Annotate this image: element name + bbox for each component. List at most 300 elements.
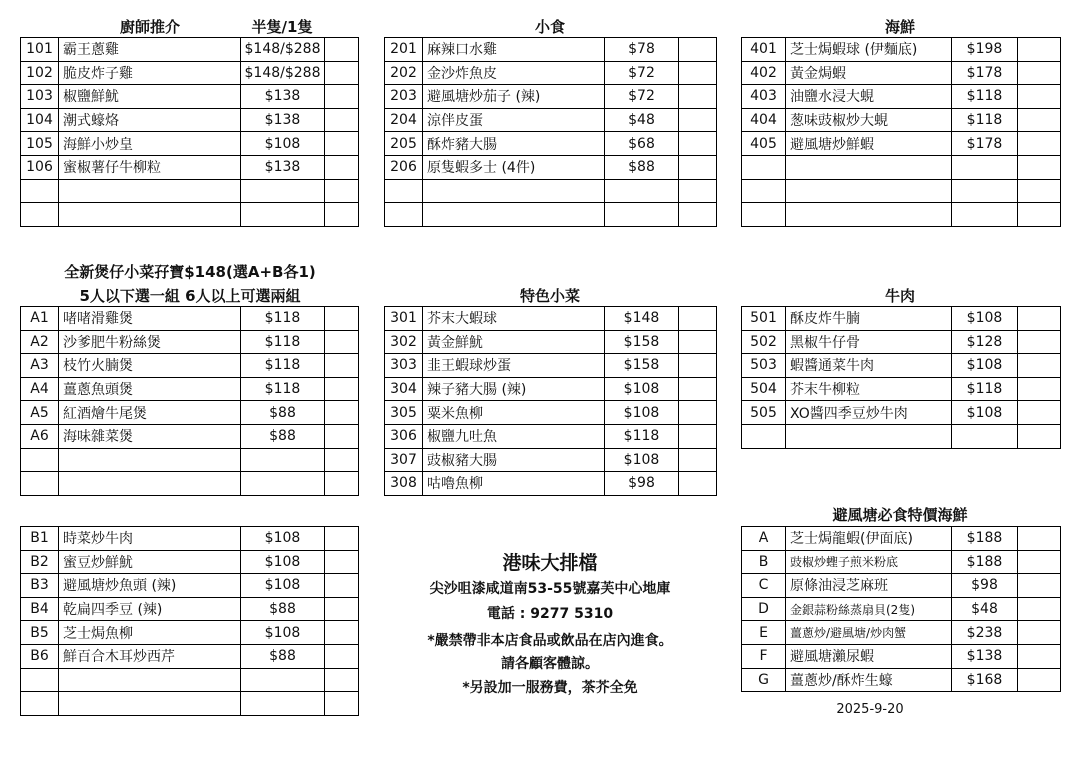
item-price: $178 bbox=[952, 61, 1018, 85]
item-code bbox=[21, 448, 59, 472]
blank-cell bbox=[679, 108, 717, 132]
blank-cell bbox=[1018, 108, 1061, 132]
item-code: B6 bbox=[21, 644, 59, 668]
table-row bbox=[385, 448, 717, 472]
blank-cell bbox=[1018, 155, 1061, 179]
table-row bbox=[21, 330, 359, 354]
table-row bbox=[385, 179, 717, 203]
item-code: B2 bbox=[21, 550, 59, 574]
blank-cell bbox=[325, 597, 359, 621]
item-name: 黃金焗蝦 bbox=[786, 61, 952, 85]
item-name: 葱味豉椒炒大蜆 bbox=[786, 108, 952, 132]
table-row bbox=[385, 401, 717, 425]
item-price: $72 bbox=[605, 61, 679, 85]
item-code: G bbox=[742, 668, 786, 692]
item-code: 504 bbox=[742, 377, 786, 401]
item-name bbox=[786, 203, 952, 227]
blank-cell bbox=[679, 307, 717, 331]
item-price: $98 bbox=[952, 574, 1018, 598]
table-row bbox=[742, 203, 1061, 227]
item-name: 黃金鮮魷 bbox=[423, 330, 605, 354]
item-name bbox=[59, 472, 241, 496]
snack-title: 小食 bbox=[534, 18, 565, 36]
blank-cell bbox=[325, 377, 359, 401]
restaurant-address: 尖沙咀漆咸道南53-55號嘉芙中心地庫 bbox=[429, 581, 671, 597]
item-name: 避風塘炒魚頭 (辣) bbox=[59, 574, 241, 598]
item-price: $48 bbox=[952, 597, 1018, 621]
item-price: $118 bbox=[605, 424, 679, 448]
blank-cell bbox=[1018, 330, 1061, 354]
blank-cell bbox=[325, 132, 359, 156]
item-name: 芝士焗龍蝦(伊面底) bbox=[786, 527, 952, 551]
snack-table bbox=[384, 37, 717, 227]
item-price: $108 bbox=[241, 132, 325, 156]
blank-cell bbox=[325, 401, 359, 425]
item-code: F bbox=[742, 644, 786, 668]
item-name: 韭王蝦球炒蛋 bbox=[423, 354, 605, 378]
item-name: 原條油浸芝麻班 bbox=[786, 574, 952, 598]
item-price: $78 bbox=[605, 38, 679, 62]
item-name: 豉椒豬大腸 bbox=[423, 448, 605, 472]
item-price bbox=[952, 179, 1018, 203]
special-title: 特色小菜 bbox=[519, 287, 580, 305]
item-name: 椒鹽鮮魷 bbox=[59, 85, 241, 109]
item-code: 203 bbox=[385, 85, 423, 109]
table-row bbox=[742, 38, 1061, 62]
table-row bbox=[21, 354, 359, 378]
claypot-table bbox=[20, 306, 359, 496]
blank-cell bbox=[679, 85, 717, 109]
item-price bbox=[605, 179, 679, 203]
table-row bbox=[21, 692, 359, 716]
item-price bbox=[605, 203, 679, 227]
item-name bbox=[423, 203, 605, 227]
blank-cell bbox=[325, 38, 359, 62]
blank-cell bbox=[679, 377, 717, 401]
blank-cell bbox=[1018, 61, 1061, 85]
blank-cell bbox=[1018, 527, 1061, 551]
item-code: 301 bbox=[385, 307, 423, 331]
blank-cell bbox=[679, 401, 717, 425]
item-name: 枝竹火腩煲 bbox=[59, 354, 241, 378]
item-code: A2 bbox=[21, 330, 59, 354]
blank-cell bbox=[325, 61, 359, 85]
item-code: B5 bbox=[21, 621, 59, 645]
table-row bbox=[742, 527, 1061, 551]
item-code: A5 bbox=[21, 401, 59, 425]
table-row bbox=[21, 550, 359, 574]
item-price: $138 bbox=[241, 108, 325, 132]
typhoon-title: 避風塘必食特價海鮮 bbox=[832, 506, 968, 524]
item-name: 油鹽水浸大蜆 bbox=[786, 85, 952, 109]
item-code: 201 bbox=[385, 38, 423, 62]
item-code: B1 bbox=[21, 527, 59, 551]
blank-cell bbox=[679, 155, 717, 179]
item-name bbox=[786, 155, 952, 179]
blank-cell bbox=[1018, 574, 1061, 598]
item-code: 405 bbox=[742, 132, 786, 156]
blank-cell bbox=[679, 61, 717, 85]
chef-price-header: 半隻/1隻 bbox=[251, 18, 313, 36]
blank-cell bbox=[679, 424, 717, 448]
item-price: $108 bbox=[241, 550, 325, 574]
item-name: 避風塘瀨尿蝦 bbox=[786, 644, 952, 668]
item-price: $118 bbox=[241, 330, 325, 354]
item-name: XO醬四季豆炒牛肉 bbox=[786, 401, 952, 425]
blank-cell bbox=[1018, 377, 1061, 401]
item-name bbox=[59, 668, 241, 692]
item-code: 402 bbox=[742, 61, 786, 85]
table-row bbox=[742, 644, 1061, 668]
item-code bbox=[385, 179, 423, 203]
item-price: $88 bbox=[241, 644, 325, 668]
table-row bbox=[21, 179, 359, 203]
item-price: $138 bbox=[241, 155, 325, 179]
table-row bbox=[21, 61, 359, 85]
blank-cell bbox=[1018, 132, 1061, 156]
blank-cell bbox=[325, 550, 359, 574]
table-row bbox=[21, 307, 359, 331]
item-price: $118 bbox=[241, 377, 325, 401]
item-code: 206 bbox=[385, 155, 423, 179]
blank-cell bbox=[325, 448, 359, 472]
item-code: 102 bbox=[21, 61, 59, 85]
blank-cell bbox=[1018, 597, 1061, 621]
blank-cell bbox=[325, 668, 359, 692]
typhoon-date: 2025-9-20 bbox=[836, 702, 904, 717]
blank-cell bbox=[1018, 550, 1061, 574]
item-code bbox=[742, 424, 786, 448]
item-price: $118 bbox=[241, 307, 325, 331]
blank-cell bbox=[679, 330, 717, 354]
item-code bbox=[21, 472, 59, 496]
item-code: 308 bbox=[385, 472, 423, 496]
item-code: B bbox=[742, 550, 786, 574]
item-name: 椒鹽九吐魚 bbox=[423, 424, 605, 448]
table-row bbox=[21, 203, 359, 227]
claypot-title-line1: 全新煲仔小菜孖寶$148(選A+B各1) bbox=[64, 263, 316, 281]
item-name: 金沙炸魚皮 bbox=[423, 61, 605, 85]
table-row bbox=[742, 330, 1061, 354]
seafood-table bbox=[741, 37, 1061, 227]
blank-cell bbox=[325, 155, 359, 179]
item-price: $108 bbox=[241, 574, 325, 598]
table-row bbox=[21, 597, 359, 621]
table-row bbox=[742, 155, 1061, 179]
blank-cell bbox=[679, 38, 717, 62]
blank-cell bbox=[679, 203, 717, 227]
beef-table bbox=[741, 306, 1061, 449]
table-row bbox=[742, 550, 1061, 574]
item-name: 酥皮炸牛腩 bbox=[786, 307, 952, 331]
table-row bbox=[742, 574, 1061, 598]
item-price bbox=[241, 472, 325, 496]
item-price: $72 bbox=[605, 85, 679, 109]
item-code: 307 bbox=[385, 448, 423, 472]
item-code: 103 bbox=[21, 85, 59, 109]
item-name: 咕嚕魚柳 bbox=[423, 472, 605, 496]
blank-cell bbox=[679, 448, 717, 472]
item-name: 辣子豬大腸 (辣) bbox=[423, 377, 605, 401]
blank-cell bbox=[1018, 644, 1061, 668]
blank-cell bbox=[1018, 179, 1061, 203]
item-price bbox=[952, 424, 1018, 448]
table-row bbox=[742, 61, 1061, 85]
table-row bbox=[385, 472, 717, 496]
item-price: $88 bbox=[241, 424, 325, 448]
item-code: 101 bbox=[21, 38, 59, 62]
blank-cell bbox=[1018, 203, 1061, 227]
item-name: 芥末牛柳粒 bbox=[786, 377, 952, 401]
item-name bbox=[59, 448, 241, 472]
item-code bbox=[742, 203, 786, 227]
item-name: 避風塘炒茄子 (辣) bbox=[423, 85, 605, 109]
item-code bbox=[385, 203, 423, 227]
item-code bbox=[742, 155, 786, 179]
item-price: $118 bbox=[952, 108, 1018, 132]
item-code: D bbox=[742, 597, 786, 621]
claypot-title-line2: 5人以下選一組 6人以上可選兩組 bbox=[79, 287, 301, 305]
item-name: 鮮百合木耳炒西芹 bbox=[59, 644, 241, 668]
table-row bbox=[742, 307, 1061, 331]
seafood-title: 海鮮 bbox=[884, 18, 915, 36]
blank-cell bbox=[1018, 668, 1061, 692]
item-name: 酥炸豬大腸 bbox=[423, 132, 605, 156]
item-code: B3 bbox=[21, 574, 59, 598]
item-price bbox=[241, 668, 325, 692]
item-code: A bbox=[742, 527, 786, 551]
blank-cell bbox=[1018, 621, 1061, 645]
item-price: $138 bbox=[241, 85, 325, 109]
table-row bbox=[385, 108, 717, 132]
item-name bbox=[59, 692, 241, 716]
item-price: $158 bbox=[605, 354, 679, 378]
item-name bbox=[59, 203, 241, 227]
item-name: 海鮮小炒皇 bbox=[59, 132, 241, 156]
table-row bbox=[742, 85, 1061, 109]
item-code bbox=[21, 179, 59, 203]
item-price: $108 bbox=[241, 621, 325, 645]
table-row bbox=[385, 330, 717, 354]
item-code bbox=[742, 179, 786, 203]
table-row bbox=[21, 155, 359, 179]
item-code: 503 bbox=[742, 354, 786, 378]
item-price: $98 bbox=[605, 472, 679, 496]
item-code: A1 bbox=[21, 307, 59, 331]
table-row bbox=[21, 644, 359, 668]
table-row bbox=[385, 132, 717, 156]
blank-cell bbox=[325, 472, 359, 496]
blank-cell bbox=[679, 179, 717, 203]
table-row bbox=[21, 424, 359, 448]
special-table bbox=[384, 306, 717, 496]
table-row bbox=[21, 472, 359, 496]
blank-cell bbox=[1018, 424, 1061, 448]
item-name: 芝士焗魚柳 bbox=[59, 621, 241, 645]
item-price: $238 bbox=[952, 621, 1018, 645]
item-price bbox=[952, 155, 1018, 179]
table-row bbox=[21, 108, 359, 132]
table-row bbox=[742, 424, 1061, 448]
item-name: 啫啫滑雞煲 bbox=[59, 307, 241, 331]
item-price: $108 bbox=[952, 401, 1018, 425]
item-name: 霸王蔥雞 bbox=[59, 38, 241, 62]
item-name: 潮式蠔烙 bbox=[59, 108, 241, 132]
table-row bbox=[385, 203, 717, 227]
beef-title: 牛肉 bbox=[884, 287, 915, 305]
item-price bbox=[241, 448, 325, 472]
item-code: 204 bbox=[385, 108, 423, 132]
notice-service-charge: *另設加一服務費，茶芥全免 bbox=[462, 680, 638, 696]
item-price: $118 bbox=[952, 377, 1018, 401]
item-price: $108 bbox=[605, 448, 679, 472]
blank-cell bbox=[325, 307, 359, 331]
item-name: 芥末大蝦球 bbox=[423, 307, 605, 331]
item-name: 紅酒燴牛尾煲 bbox=[59, 401, 241, 425]
blank-cell bbox=[325, 527, 359, 551]
item-name: 粟米魚柳 bbox=[423, 401, 605, 425]
item-name: 蜜豆炒鮮魷 bbox=[59, 550, 241, 574]
table-row bbox=[742, 401, 1061, 425]
item-price: $88 bbox=[605, 155, 679, 179]
table-row bbox=[21, 668, 359, 692]
item-code bbox=[21, 203, 59, 227]
blank-cell bbox=[679, 354, 717, 378]
item-code: 403 bbox=[742, 85, 786, 109]
item-code: 306 bbox=[385, 424, 423, 448]
table-row bbox=[742, 377, 1061, 401]
table-row bbox=[21, 574, 359, 598]
table-row bbox=[742, 668, 1061, 692]
item-price: $108 bbox=[241, 527, 325, 551]
item-price: $108 bbox=[605, 377, 679, 401]
item-code bbox=[21, 692, 59, 716]
item-price: $48 bbox=[605, 108, 679, 132]
restaurant-name: 港味大排檔 bbox=[502, 552, 598, 574]
table-row bbox=[385, 38, 717, 62]
item-code: 505 bbox=[742, 401, 786, 425]
blank-cell bbox=[325, 203, 359, 227]
table-row bbox=[742, 132, 1061, 156]
item-price: $188 bbox=[952, 550, 1018, 574]
item-code: 404 bbox=[742, 108, 786, 132]
item-price: $148/$288 bbox=[241, 38, 325, 62]
item-code: 105 bbox=[21, 132, 59, 156]
blank-cell bbox=[325, 330, 359, 354]
table-row bbox=[385, 85, 717, 109]
item-price: $128 bbox=[952, 330, 1018, 354]
item-name: 豉椒炒蟶子煎米粉底 bbox=[786, 550, 952, 574]
blank-cell bbox=[325, 424, 359, 448]
item-code: 502 bbox=[742, 330, 786, 354]
item-name: 黑椒牛仔骨 bbox=[786, 330, 952, 354]
chef-title: 廚師推介 bbox=[119, 18, 180, 36]
blank-cell bbox=[1018, 38, 1061, 62]
item-price: $168 bbox=[952, 668, 1018, 692]
blank-cell bbox=[325, 574, 359, 598]
table-row bbox=[21, 38, 359, 62]
item-code: 304 bbox=[385, 377, 423, 401]
item-price bbox=[241, 203, 325, 227]
item-name bbox=[786, 179, 952, 203]
item-code: A4 bbox=[21, 377, 59, 401]
item-price bbox=[241, 692, 325, 716]
item-code: 501 bbox=[742, 307, 786, 331]
table-row bbox=[21, 377, 359, 401]
blank-cell bbox=[1018, 307, 1061, 331]
table-row bbox=[742, 179, 1061, 203]
item-price: $148 bbox=[605, 307, 679, 331]
item-code: B4 bbox=[21, 597, 59, 621]
item-code: 303 bbox=[385, 354, 423, 378]
item-code: E bbox=[742, 621, 786, 645]
item-name: 薑蔥魚頭煲 bbox=[59, 377, 241, 401]
item-name: 麻辣口水雞 bbox=[423, 38, 605, 62]
item-code: A6 bbox=[21, 424, 59, 448]
item-code: C bbox=[742, 574, 786, 598]
table-row bbox=[385, 424, 717, 448]
table-row bbox=[385, 354, 717, 378]
item-price: $148/$288 bbox=[241, 61, 325, 85]
item-price: $108 bbox=[952, 354, 1018, 378]
blank-cell bbox=[325, 85, 359, 109]
table-row bbox=[385, 155, 717, 179]
item-name: 蜜椒薯仔牛柳粒 bbox=[59, 155, 241, 179]
item-price: $88 bbox=[241, 401, 325, 425]
item-code bbox=[21, 668, 59, 692]
blank-cell bbox=[325, 354, 359, 378]
item-price: $198 bbox=[952, 38, 1018, 62]
item-price: $158 bbox=[605, 330, 679, 354]
item-name: 薑蔥炒/避風塘/炒肉蟹 bbox=[786, 621, 952, 645]
item-price: $188 bbox=[952, 527, 1018, 551]
notice-thanks: 請各顧客體諒。 bbox=[501, 656, 599, 672]
bset-table bbox=[20, 526, 359, 716]
item-price: $108 bbox=[605, 401, 679, 425]
item-name: 原隻蝦多士 (4件) bbox=[423, 155, 605, 179]
item-code: 205 bbox=[385, 132, 423, 156]
table-row bbox=[742, 597, 1061, 621]
typhoon-table bbox=[741, 526, 1061, 692]
item-price bbox=[952, 203, 1018, 227]
table-row bbox=[21, 621, 359, 645]
notice-outside-food: *嚴禁帶非本店食品或飲品在店內進食。 bbox=[427, 633, 673, 649]
blank-cell bbox=[1018, 85, 1061, 109]
table-row bbox=[385, 307, 717, 331]
item-price: $108 bbox=[952, 307, 1018, 331]
table-row bbox=[21, 401, 359, 425]
blank-cell bbox=[679, 132, 717, 156]
table-row bbox=[742, 108, 1061, 132]
item-price: $118 bbox=[952, 85, 1018, 109]
restaurant-phone: 電話 : 9277 5310 bbox=[486, 606, 614, 622]
item-price: $138 bbox=[952, 644, 1018, 668]
item-name: 海味雜菜煲 bbox=[59, 424, 241, 448]
item-name: 金銀蒜粉絲蒸扇貝(2隻) bbox=[786, 597, 952, 621]
item-code: 305 bbox=[385, 401, 423, 425]
item-name bbox=[59, 179, 241, 203]
blank-cell bbox=[325, 644, 359, 668]
item-name: 芝士焗蝦球 (伊麵底) bbox=[786, 38, 952, 62]
item-code: 106 bbox=[21, 155, 59, 179]
item-name bbox=[786, 424, 952, 448]
item-price bbox=[241, 179, 325, 203]
table-row bbox=[742, 354, 1061, 378]
item-code: 401 bbox=[742, 38, 786, 62]
chef-table bbox=[20, 37, 359, 227]
item-name: 蝦醬通菜牛肉 bbox=[786, 354, 952, 378]
item-name: 避風塘炒鮮蝦 bbox=[786, 132, 952, 156]
